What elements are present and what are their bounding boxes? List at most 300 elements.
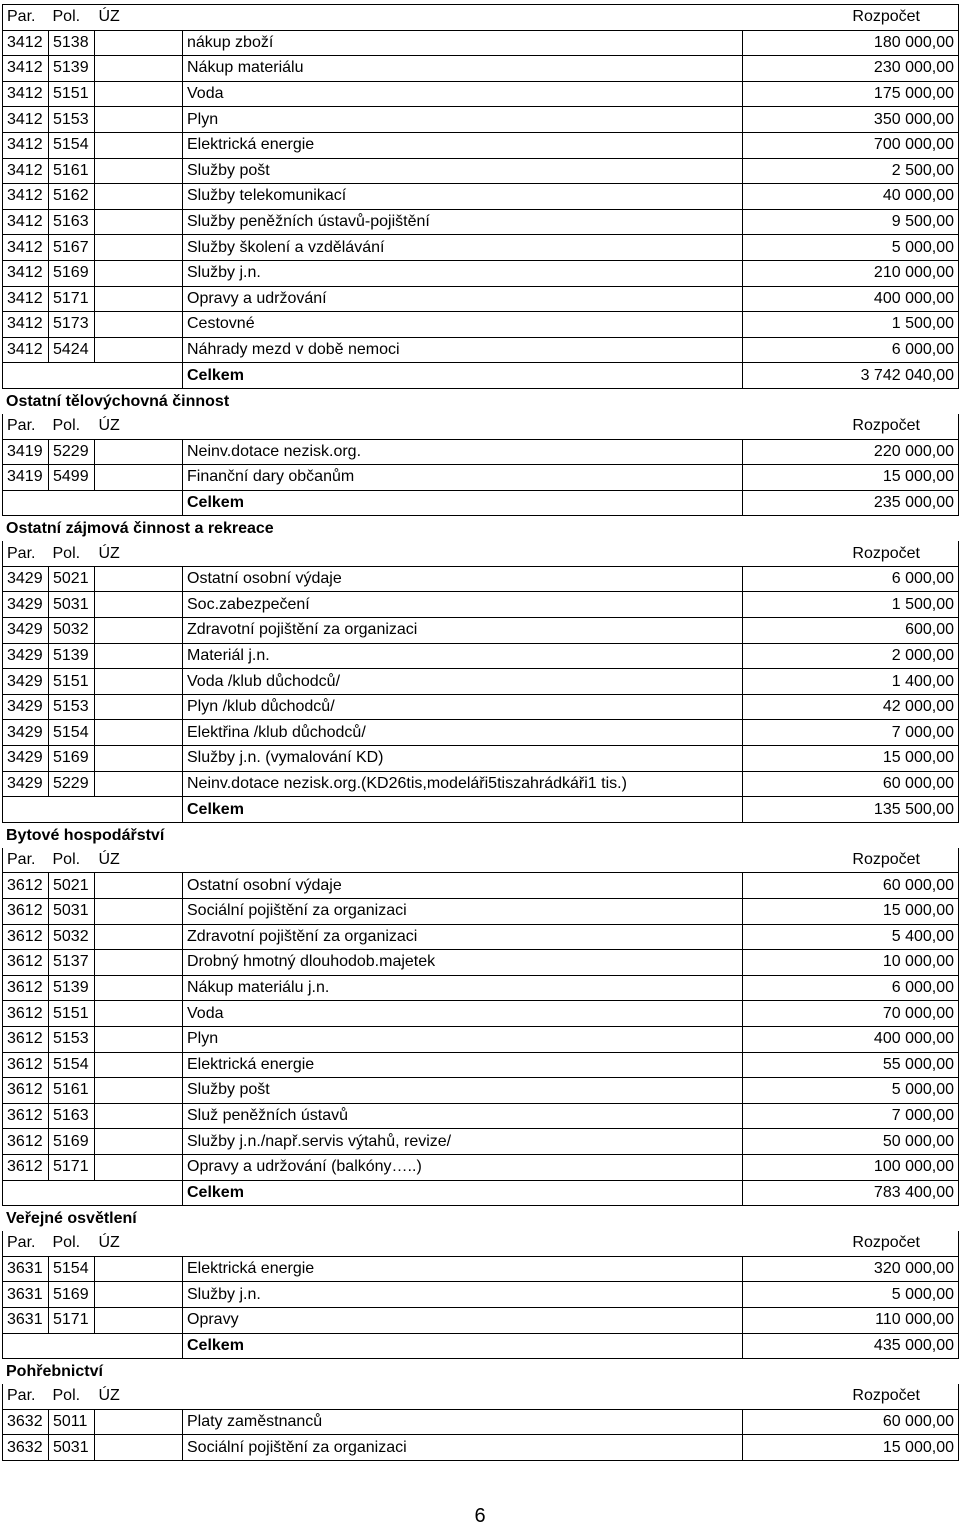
cell-pol: 5171 — [49, 1154, 95, 1180]
cell-uz — [95, 1307, 183, 1333]
cell-par: 3612 — [3, 975, 49, 1001]
cell-amount: 230 000,00 — [743, 56, 959, 82]
cell-pol: 5151 — [49, 1001, 95, 1027]
table-row — [3, 1282, 959, 1308]
cell-par: 3429 — [3, 592, 49, 618]
cell-name: Ostatní osobní výdaje — [183, 873, 743, 899]
cell-amount: 50 000,00 — [743, 1129, 959, 1155]
cell-amount: 1 400,00 — [743, 669, 959, 695]
cell-pol: 5154 — [49, 1256, 95, 1282]
cell-name: Voda — [183, 81, 743, 107]
table-row — [3, 1026, 959, 1052]
cell-pol: 5139 — [49, 975, 95, 1001]
cell-amount: 350 000,00 — [743, 107, 959, 133]
header-uz: ÚZ — [95, 5, 183, 31]
cell-par: 3612 — [3, 1129, 49, 1155]
cell-uz — [95, 873, 183, 899]
cell-pol: 5031 — [49, 1435, 95, 1461]
cell-uz — [95, 286, 183, 312]
total-empty-cell — [3, 1180, 183, 1206]
cell-amount: 7 000,00 — [743, 720, 959, 746]
header-uz: ÚZ — [95, 414, 183, 439]
table-row — [3, 746, 959, 772]
table-header-row — [3, 1384, 959, 1409]
table-row — [3, 209, 959, 235]
table-row — [3, 158, 959, 184]
cell-name: Platy zaměstnanců — [183, 1409, 743, 1435]
table-row — [3, 1256, 959, 1282]
table-row — [3, 1001, 959, 1027]
cell-uz — [95, 950, 183, 976]
header-spacer — [183, 541, 743, 566]
header-par: Par. — [3, 1231, 49, 1256]
cell-uz — [95, 1001, 183, 1027]
cell-uz — [95, 592, 183, 618]
cell-uz — [95, 1052, 183, 1078]
table-row — [3, 107, 959, 133]
cell-pol: 5167 — [49, 235, 95, 261]
cell-par: 3612 — [3, 924, 49, 950]
cell-name: Nákup materiálu — [183, 56, 743, 82]
table-row — [3, 312, 959, 338]
cell-par: 3631 — [3, 1307, 49, 1333]
total-label: Celkem — [183, 1180, 743, 1206]
cell-pol: 5031 — [49, 592, 95, 618]
cell-uz — [95, 643, 183, 669]
cell-amount: 180 000,00 — [743, 30, 959, 56]
page-number: 6 — [474, 1505, 486, 1527]
table-header-row — [3, 1231, 959, 1256]
total-label: Celkem — [183, 490, 743, 516]
cell-uz — [95, 30, 183, 56]
cell-pol: 5163 — [49, 209, 95, 235]
cell-pol: 5021 — [49, 873, 95, 899]
total-label: Celkem — [183, 797, 743, 823]
total-row — [3, 363, 959, 389]
table-row — [3, 975, 959, 1001]
cell-uz — [95, 1103, 183, 1129]
cell-uz — [95, 132, 183, 158]
cell-uz — [95, 694, 183, 720]
header-budget: Rozpočet — [743, 1384, 959, 1409]
table-row — [3, 1435, 959, 1461]
header-pol: Pol. — [49, 1231, 95, 1256]
cell-name: Sociální pojištění za organizaci — [183, 899, 743, 925]
table-row — [3, 899, 959, 925]
cell-pol: 5032 — [49, 924, 95, 950]
cell-uz — [95, 1409, 183, 1435]
cell-par: 3631 — [3, 1256, 49, 1282]
cell-uz — [95, 1129, 183, 1155]
cell-par: 3412 — [3, 107, 49, 133]
cell-name: Služby školení a vzdělávání — [183, 235, 743, 261]
cell-pol: 5163 — [49, 1103, 95, 1129]
section-title: Bytové hospodářství — [6, 826, 165, 844]
cell-par: 3412 — [3, 56, 49, 82]
cell-par: 3412 — [3, 132, 49, 158]
cell-par: 3612 — [3, 1154, 49, 1180]
cell-name: Cestovné — [183, 312, 743, 338]
table-row — [3, 924, 959, 950]
cell-amount: 5 000,00 — [743, 1282, 959, 1308]
table-row — [3, 132, 959, 158]
cell-name: Služby j.n. — [183, 260, 743, 286]
header-pol: Pol. — [49, 848, 95, 873]
cell-par: 3429 — [3, 618, 49, 644]
total-amount: 435 000,00 — [743, 1333, 959, 1359]
header-spacer — [183, 5, 743, 31]
total-empty-cell — [3, 490, 183, 516]
cell-uz — [95, 1256, 183, 1282]
cell-pol: 5139 — [49, 56, 95, 82]
cell-pol: 5032 — [49, 618, 95, 644]
cell-amount: 42 000,00 — [743, 694, 959, 720]
cell-name: Neinv.dotace nezisk.org. — [183, 439, 743, 465]
cell-par: 3612 — [3, 899, 49, 925]
cell-pol: 5169 — [49, 260, 95, 286]
cell-name: Finanční dary občanům — [183, 465, 743, 491]
cell-name: Služby pošt — [183, 158, 743, 184]
cell-amount: 700 000,00 — [743, 132, 959, 158]
cell-pol: 5169 — [49, 1129, 95, 1155]
cell-amount: 6 000,00 — [743, 337, 959, 363]
cell-name: Zdravotní pojištění za organizaci — [183, 924, 743, 950]
cell-amount: 6 000,00 — [743, 975, 959, 1001]
cell-par: 3612 — [3, 950, 49, 976]
cell-amount: 210 000,00 — [743, 260, 959, 286]
total-empty-cell — [3, 363, 183, 389]
cell-pol: 5169 — [49, 746, 95, 772]
table-row — [3, 1154, 959, 1180]
cell-amount: 400 000,00 — [743, 1026, 959, 1052]
total-row — [3, 490, 959, 516]
cell-name: Materiál j.n. — [183, 643, 743, 669]
cell-pol: 5154 — [49, 132, 95, 158]
section-title: Pohřebnictví — [6, 1363, 103, 1381]
cell-pol: 5171 — [49, 1307, 95, 1333]
cell-pol: 5161 — [49, 158, 95, 184]
cell-amount: 100 000,00 — [743, 1154, 959, 1180]
table-row — [3, 184, 959, 210]
cell-pol: 5031 — [49, 899, 95, 925]
table-row — [3, 260, 959, 286]
header-par: Par. — [3, 1384, 49, 1409]
cell-uz — [95, 260, 183, 286]
budget-table — [2, 848, 959, 1206]
cell-par: 3412 — [3, 235, 49, 261]
cell-pol: 5154 — [49, 720, 95, 746]
cell-name: Služby j.n. — [183, 1282, 743, 1308]
table-row — [3, 720, 959, 746]
table-row — [3, 1078, 959, 1104]
cell-name: Voda /klub důchodců/ — [183, 669, 743, 695]
cell-amount: 15 000,00 — [743, 899, 959, 925]
cell-amount: 10 000,00 — [743, 950, 959, 976]
cell-amount: 6 000,00 — [743, 566, 959, 592]
header-spacer — [183, 1384, 743, 1409]
cell-pol: 5138 — [49, 30, 95, 56]
cell-amount: 15 000,00 — [743, 1435, 959, 1461]
total-amount: 235 000,00 — [743, 490, 959, 516]
cell-uz — [95, 81, 183, 107]
table-row — [3, 30, 959, 56]
header-par: Par. — [3, 848, 49, 873]
header-spacer — [183, 414, 743, 439]
table-row — [3, 694, 959, 720]
cell-name: Opravy a udržování — [183, 286, 743, 312]
table-row — [3, 950, 959, 976]
cell-uz — [95, 312, 183, 338]
cell-name: Služby j.n. (vymalování KD) — [183, 746, 743, 772]
table-row — [3, 81, 959, 107]
cell-uz — [95, 899, 183, 925]
cell-par: 3429 — [3, 746, 49, 772]
cell-name: Služ peněžních ústavů — [183, 1103, 743, 1129]
table-row — [3, 669, 959, 695]
table-row — [3, 618, 959, 644]
cell-name: Služby j.n./např.servis výtahů, revize/ — [183, 1129, 743, 1155]
header-par: Par. — [3, 414, 49, 439]
cell-par: 3412 — [3, 337, 49, 363]
header-budget: Rozpočet — [743, 1231, 959, 1256]
cell-name: Elektrická energie — [183, 1256, 743, 1282]
table-row — [3, 771, 959, 797]
table-row — [3, 235, 959, 261]
cell-amount: 110 000,00 — [743, 1307, 959, 1333]
table-row — [3, 465, 959, 491]
cell-amount: 60 000,00 — [743, 771, 959, 797]
budget-table — [2, 414, 959, 516]
cell-amount: 70 000,00 — [743, 1001, 959, 1027]
cell-pol: 5424 — [49, 337, 95, 363]
cell-par: 3412 — [3, 158, 49, 184]
section-title: Ostatní tělovýchovná činnost — [6, 392, 230, 410]
total-empty-cell — [3, 797, 183, 823]
table-row — [3, 1129, 959, 1155]
header-par: Par. — [3, 5, 49, 31]
cell-pol: 5169 — [49, 1282, 95, 1308]
cell-name: nákup zboží — [183, 30, 743, 56]
cell-name: Elektřina /klub důchodců/ — [183, 720, 743, 746]
cell-par: 3412 — [3, 286, 49, 312]
cell-amount: 5 000,00 — [743, 235, 959, 261]
table-row — [3, 337, 959, 363]
cell-pol: 5151 — [49, 81, 95, 107]
cell-pol: 5021 — [49, 566, 95, 592]
cell-par: 3412 — [3, 81, 49, 107]
cell-name: Soc.zabezpečení — [183, 592, 743, 618]
cell-amount: 175 000,00 — [743, 81, 959, 107]
cell-pol: 5162 — [49, 184, 95, 210]
header-budget: Rozpočet — [743, 5, 959, 31]
total-empty-cell — [3, 1333, 183, 1359]
cell-name: Plyn — [183, 1026, 743, 1052]
cell-par: 3412 — [3, 312, 49, 338]
cell-uz — [95, 618, 183, 644]
cell-par: 3632 — [3, 1435, 49, 1461]
cell-uz — [95, 1435, 183, 1461]
header-spacer — [183, 848, 743, 873]
table-row — [3, 286, 959, 312]
cell-amount: 1 500,00 — [743, 312, 959, 338]
cell-uz — [95, 924, 183, 950]
cell-amount: 9 500,00 — [743, 209, 959, 235]
section-title: Ostatní zájmová činnost a rekreace — [6, 520, 274, 538]
total-amount: 783 400,00 — [743, 1180, 959, 1206]
table-row — [3, 439, 959, 465]
cell-par: 3429 — [3, 566, 49, 592]
cell-name: Plyn — [183, 107, 743, 133]
cell-name: Elektrická energie — [183, 132, 743, 158]
cell-name: Zdravotní pojištění za organizaci — [183, 618, 743, 644]
cell-pol: 5137 — [49, 950, 95, 976]
total-amount: 135 500,00 — [743, 797, 959, 823]
cell-par: 3612 — [3, 1026, 49, 1052]
header-pol: Pol. — [49, 541, 95, 566]
header-pol: Pol. — [49, 1384, 95, 1409]
cell-pol: 5171 — [49, 286, 95, 312]
cell-uz — [95, 566, 183, 592]
cell-pol: 5229 — [49, 439, 95, 465]
cell-amount: 1 500,00 — [743, 592, 959, 618]
cell-name: Služby peněžních ústavů-pojištění — [183, 209, 743, 235]
cell-uz — [95, 184, 183, 210]
cell-par: 3412 — [3, 209, 49, 235]
table-header-row — [3, 414, 959, 439]
cell-name: Náhrady mezd v době nemoci — [183, 337, 743, 363]
total-label: Celkem — [183, 363, 743, 389]
cell-amount: 220 000,00 — [743, 439, 959, 465]
cell-par: 3412 — [3, 260, 49, 286]
cell-pol: 5173 — [49, 312, 95, 338]
cell-uz — [95, 1078, 183, 1104]
cell-amount: 320 000,00 — [743, 1256, 959, 1282]
budget-table — [2, 4, 959, 389]
header-par: Par. — [3, 541, 49, 566]
table-row — [3, 873, 959, 899]
cell-amount: 2 000,00 — [743, 643, 959, 669]
header-uz: ÚZ — [95, 541, 183, 566]
cell-amount: 40 000,00 — [743, 184, 959, 210]
cell-amount: 15 000,00 — [743, 465, 959, 491]
cell-uz — [95, 746, 183, 772]
cell-amount: 60 000,00 — [743, 873, 959, 899]
cell-uz — [95, 1282, 183, 1308]
cell-uz — [95, 337, 183, 363]
cell-pol: 5154 — [49, 1052, 95, 1078]
cell-par: 3612 — [3, 1078, 49, 1104]
cell-par: 3612 — [3, 1001, 49, 1027]
total-row — [3, 797, 959, 823]
cell-name: Ostatní osobní výdaje — [183, 566, 743, 592]
cell-pol: 5499 — [49, 465, 95, 491]
header-spacer — [183, 1231, 743, 1256]
cell-amount: 7 000,00 — [743, 1103, 959, 1129]
cell-name: Neinv.dotace nezisk.org.(KD26tis,modeláři5tiszahrádkáři1 tis.) — [183, 771, 743, 797]
cell-par: 3412 — [3, 184, 49, 210]
cell-uz — [95, 975, 183, 1001]
header-budget: Rozpočet — [743, 848, 959, 873]
table-row — [3, 1409, 959, 1435]
cell-amount: 600,00 — [743, 618, 959, 644]
table-row — [3, 566, 959, 592]
cell-uz — [95, 56, 183, 82]
cell-name: Elektrická energie — [183, 1052, 743, 1078]
cell-name: Plyn /klub důchodců/ — [183, 694, 743, 720]
cell-name: Opravy — [183, 1307, 743, 1333]
cell-amount: 15 000,00 — [743, 746, 959, 772]
cell-name: Opravy a udržování (balkóny…..) — [183, 1154, 743, 1180]
cell-name: Drobný hmotný dlouhodob.majetek — [183, 950, 743, 976]
cell-amount: 60 000,00 — [743, 1409, 959, 1435]
cell-name: Sociální pojištění za organizaci — [183, 1435, 743, 1461]
header-budget: Rozpočet — [743, 414, 959, 439]
cell-par: 3419 — [3, 439, 49, 465]
cell-pol: 5139 — [49, 643, 95, 669]
cell-par: 3419 — [3, 465, 49, 491]
cell-name: Nákup materiálu j.n. — [183, 975, 743, 1001]
cell-amount: 400 000,00 — [743, 286, 959, 312]
total-amount: 3 742 040,00 — [743, 363, 959, 389]
table-row — [3, 592, 959, 618]
cell-amount: 55 000,00 — [743, 1052, 959, 1078]
section-title: Veřejné osvětlení — [6, 1210, 137, 1228]
cell-par: 3429 — [3, 694, 49, 720]
header-pol: Pol. — [49, 414, 95, 439]
table-row — [3, 643, 959, 669]
table-row — [3, 1103, 959, 1129]
cell-uz — [95, 720, 183, 746]
cell-amount: 5 000,00 — [743, 1078, 959, 1104]
cell-par: 3632 — [3, 1409, 49, 1435]
total-row — [3, 1180, 959, 1206]
cell-uz — [95, 1154, 183, 1180]
cell-pol: 5153 — [49, 107, 95, 133]
cell-name: Služby pošt — [183, 1078, 743, 1104]
cell-par: 3429 — [3, 669, 49, 695]
cell-par: 3612 — [3, 1052, 49, 1078]
budget-table — [2, 1384, 959, 1461]
cell-amount: 2 500,00 — [743, 158, 959, 184]
table-row — [3, 56, 959, 82]
budget-table — [2, 1231, 959, 1359]
cell-uz — [95, 209, 183, 235]
cell-pol: 5011 — [49, 1409, 95, 1435]
cell-par: 3429 — [3, 771, 49, 797]
header-uz: ÚZ — [95, 848, 183, 873]
header-uz: ÚZ — [95, 1231, 183, 1256]
cell-par: 3612 — [3, 873, 49, 899]
cell-par: 3429 — [3, 643, 49, 669]
cell-uz — [95, 235, 183, 261]
cell-uz — [95, 107, 183, 133]
budget-document — [2, 4, 958, 1461]
cell-amount: 5 400,00 — [743, 924, 959, 950]
header-uz: ÚZ — [95, 1384, 183, 1409]
header-pol: Pol. — [49, 5, 95, 31]
cell-uz — [95, 771, 183, 797]
cell-pol: 5153 — [49, 1026, 95, 1052]
table-header-row — [3, 541, 959, 566]
cell-pol: 5153 — [49, 694, 95, 720]
cell-par: 3631 — [3, 1282, 49, 1308]
cell-name: Služby telekomunikací — [183, 184, 743, 210]
cell-name: Voda — [183, 1001, 743, 1027]
table-header-row — [3, 5, 959, 31]
cell-uz — [95, 1026, 183, 1052]
total-label: Celkem — [183, 1333, 743, 1359]
total-row — [3, 1333, 959, 1359]
